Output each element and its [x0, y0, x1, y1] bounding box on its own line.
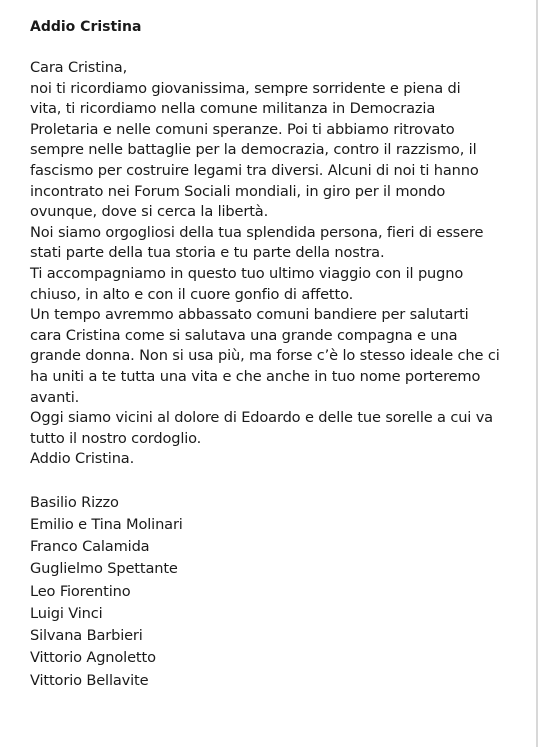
signature-list	[30, 492, 528, 692]
letter-line: noi ti ricordiamo giovanissima, sempre sorridente e piena di	[30, 79, 461, 97]
letter-line: cara Cristina come si salutava una grande compagna e una	[30, 326, 458, 344]
letter-line: ha uniti a te tutta una vita e che anche in tuo nome porteremo	[30, 367, 481, 385]
letter-body	[30, 58, 528, 470]
signature-name: Emilio e Tina Molinari	[30, 516, 183, 534]
signature-name: Guglielmo Spettante	[30, 560, 178, 578]
letter-line: tutto il nostro cordoglio.	[30, 429, 202, 447]
signature-name: Leo Fiorentino	[30, 582, 131, 600]
letter-line: incontrato nei Forum Sociali mondiali, in giro per il mondo	[30, 182, 446, 200]
letter-line: Un tempo avremmo abbassato comuni bandiere per salutarti	[30, 306, 469, 324]
letter-line: fascismo per costruire legami tra diversi. Alcuni di noi ti hanno	[30, 161, 479, 179]
letter-line: Cara Cristina,	[30, 59, 128, 76]
letter-line: avanti.	[30, 388, 80, 406]
letter-line: ovunque, dove si cerca la libertà.	[30, 203, 269, 221]
signature-name: Vittorio Agnoletto	[30, 649, 156, 667]
document-title: Addio Cristina	[30, 19, 142, 35]
signature-name: Franco Calamida	[30, 538, 150, 556]
letter-line: chiuso, in alto e con il cuore gonfio di affetto.	[30, 285, 354, 303]
letter-line: Proletaria e nelle comuni speranze. Poi ti abbiamo ritrovato	[30, 120, 455, 138]
letter-line: Ti accompagniamo in questo tuo ultimo viaggio con il pugno	[30, 264, 464, 282]
letter-line: stati parte della tua storia e tu parte della nostra.	[30, 244, 385, 262]
signature-name: Vittorio Bellavite	[30, 671, 149, 689]
letter-line: grande donna. Non si usa più, ma forse c’è lo stesso ideale che ci	[30, 347, 500, 365]
letter-line: Oggi siamo vicini al dolore di Edoardo e delle tue sorelle a cui va	[30, 409, 493, 427]
signature-name: Silvana Barbieri	[30, 627, 143, 645]
letter-line: sempre nelle battaglie per la democrazia, contro il razzismo, il	[30, 141, 477, 159]
letter-line: vita, ti ricordiamo nella comune militanza in Democrazia	[30, 100, 436, 118]
signature-name: Basilio Rizzo	[30, 493, 119, 511]
signature-name: Luigi Vinci	[30, 604, 103, 622]
letter-line: Noi siamo orgogliosi della tua splendida persona, fieri di essere	[30, 223, 484, 241]
letter-line: Addio Cristina.	[30, 450, 135, 468]
